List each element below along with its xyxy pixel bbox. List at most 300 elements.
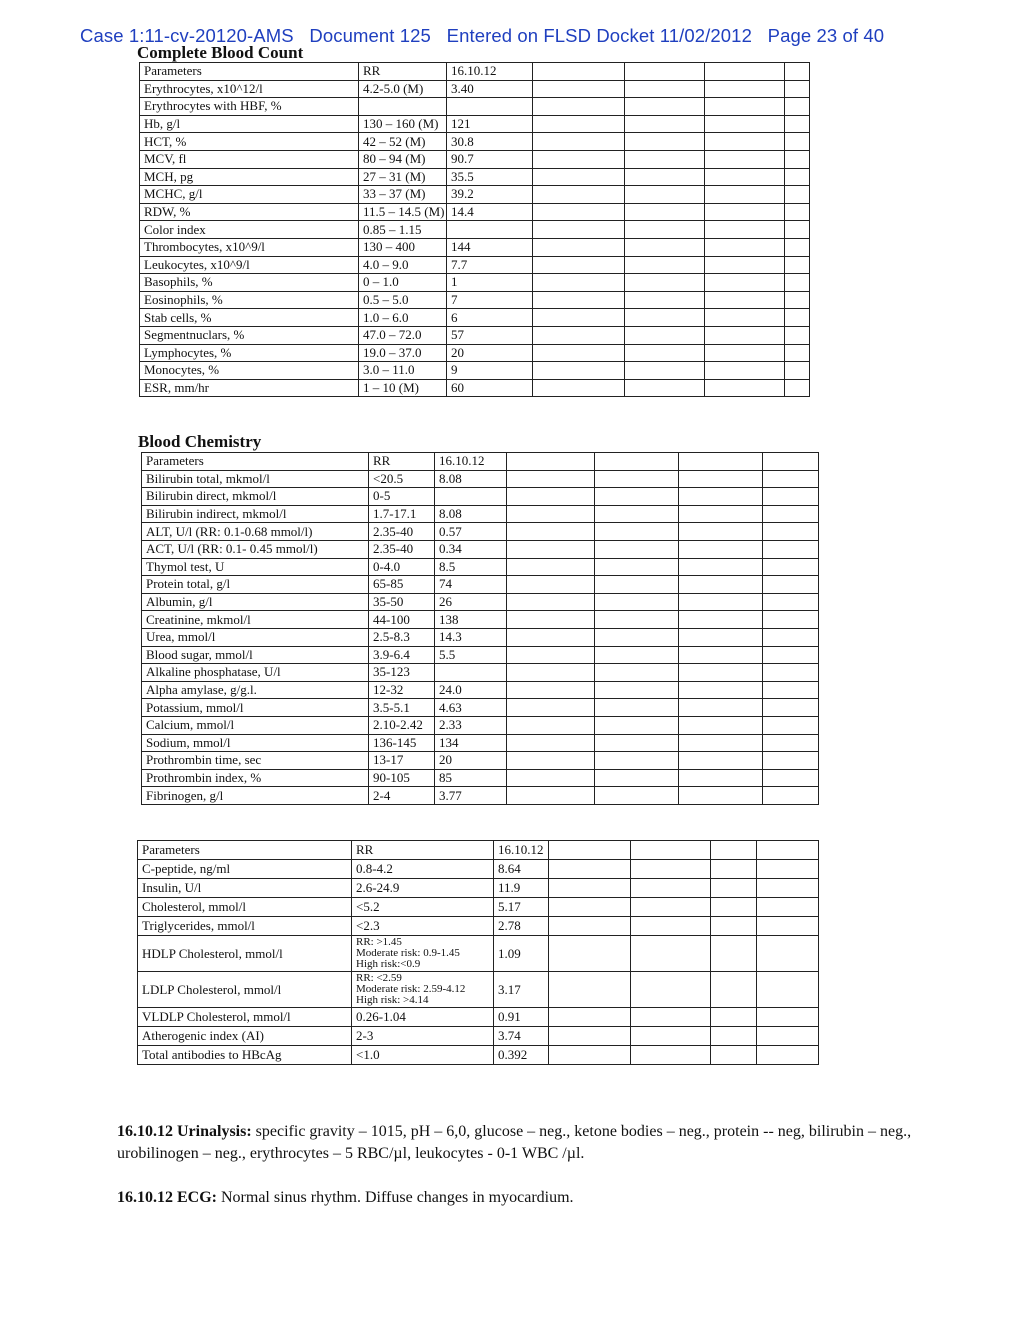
empty-cell bbox=[507, 681, 595, 699]
empty-cell bbox=[763, 505, 819, 523]
empty-cell bbox=[679, 664, 763, 682]
empty-cell bbox=[595, 664, 679, 682]
table-row bbox=[140, 150, 810, 168]
reference-range-cell: 2-4 bbox=[369, 787, 435, 805]
param-cell: Albumin, g/l bbox=[142, 593, 369, 611]
empty-cell bbox=[679, 558, 763, 576]
table-row bbox=[138, 936, 819, 972]
value-cell: 7.7 bbox=[447, 256, 533, 274]
param-cell: Monocytes, % bbox=[140, 362, 359, 380]
value-cell: 1 bbox=[447, 274, 533, 292]
empty-cell bbox=[533, 344, 625, 362]
reference-range-cell: RR: <2.59 Moderate risk: 2.59-4.12 High risk: >4.14 bbox=[352, 972, 494, 1008]
empty-cell bbox=[705, 168, 785, 186]
table-row bbox=[140, 203, 810, 221]
reference-range-cell: 44-100 bbox=[369, 611, 435, 629]
empty-cell bbox=[785, 150, 810, 168]
param-cell: LDLP Cholesterol, mmol/l bbox=[138, 972, 352, 1008]
value-cell: 3.77 bbox=[435, 787, 507, 805]
empty-cell bbox=[595, 505, 679, 523]
empty-cell bbox=[763, 470, 819, 488]
empty-cell bbox=[679, 699, 763, 717]
table-header-row bbox=[142, 453, 819, 471]
reference-range-cell: 2.6-24.9 bbox=[352, 879, 494, 898]
reference-range-cell: 19.0 – 37.0 bbox=[359, 344, 447, 362]
empty-cell bbox=[763, 646, 819, 664]
empty-cell bbox=[507, 769, 595, 787]
header-cell bbox=[625, 63, 705, 81]
empty-cell bbox=[757, 1046, 819, 1065]
empty-cell bbox=[757, 1008, 819, 1027]
param-cell: ALT, U/l (RR: 0.1-0.68 mmol/l) bbox=[142, 523, 369, 541]
urinalysis-paragraph bbox=[117, 1121, 967, 1165]
empty-cell bbox=[711, 972, 757, 1008]
urinalysis-text: specific gravity – 1015, pH – 6,0, glucose – neg., ketone bodies – neg., protein -- neg, bilirubin – neg., urobilinogen – neg., erythrocytes – 5 RBC/µl, leukocytes - 0-1 WBC /µl. bbox=[117, 1123, 912, 1162]
empty-cell bbox=[625, 362, 705, 380]
empty-cell bbox=[533, 133, 625, 151]
empty-cell bbox=[533, 80, 625, 98]
header-cell bbox=[757, 841, 819, 860]
value-cell: 20 bbox=[447, 344, 533, 362]
empty-cell bbox=[595, 787, 679, 805]
empty-cell bbox=[507, 593, 595, 611]
empty-cell bbox=[549, 972, 631, 1008]
empty-cell bbox=[785, 326, 810, 344]
empty-cell bbox=[533, 150, 625, 168]
table-row bbox=[142, 523, 819, 541]
empty-cell bbox=[549, 936, 631, 972]
header-cell bbox=[595, 453, 679, 471]
reference-range-cell: 0.85 – 1.15 bbox=[359, 221, 447, 239]
empty-cell bbox=[595, 628, 679, 646]
reference-range-cell: <20.5 bbox=[369, 470, 435, 488]
param-cell: C-peptide, ng/ml bbox=[138, 860, 352, 879]
empty-cell bbox=[507, 787, 595, 805]
empty-cell bbox=[711, 860, 757, 879]
reference-range-cell: 2.5-8.3 bbox=[369, 628, 435, 646]
reference-range-cell: 2.10-2.42 bbox=[369, 716, 435, 734]
empty-cell bbox=[763, 576, 819, 594]
table-row bbox=[138, 898, 819, 917]
empty-cell bbox=[595, 734, 679, 752]
empty-cell bbox=[785, 115, 810, 133]
value-cell: 11.9 bbox=[494, 879, 549, 898]
param-cell: Eosinophils, % bbox=[140, 291, 359, 309]
empty-cell bbox=[533, 98, 625, 116]
empty-cell bbox=[679, 787, 763, 805]
reference-range-cell: 0-4.0 bbox=[369, 558, 435, 576]
empty-cell bbox=[785, 379, 810, 397]
empty-cell bbox=[679, 523, 763, 541]
reference-range-cell: 130 – 160 (M) bbox=[359, 115, 447, 133]
empty-cell bbox=[763, 769, 819, 787]
empty-cell bbox=[533, 326, 625, 344]
empty-cell bbox=[507, 540, 595, 558]
reference-range-cell: 2.35-40 bbox=[369, 540, 435, 558]
empty-cell bbox=[507, 716, 595, 734]
empty-cell bbox=[705, 274, 785, 292]
param-cell: ACT, U/l (RR: 0.1- 0.45 mmol/l) bbox=[142, 540, 369, 558]
table-row bbox=[140, 379, 810, 397]
value-cell: 24.0 bbox=[435, 681, 507, 699]
reference-range-cell: 2-3 bbox=[352, 1027, 494, 1046]
empty-cell bbox=[763, 611, 819, 629]
table-row bbox=[142, 593, 819, 611]
table-row bbox=[140, 362, 810, 380]
empty-cell bbox=[631, 879, 711, 898]
case-header: Case 1:11-cv-20120-AMS Document 125 Entered on FLSD Docket 11/02/2012 Page 23 of 40 bbox=[80, 25, 885, 46]
empty-cell bbox=[711, 1046, 757, 1065]
empty-cell bbox=[595, 769, 679, 787]
empty-cell bbox=[757, 972, 819, 1008]
param-cell: Insulin, U/l bbox=[138, 879, 352, 898]
param-cell: Calcium, mmol/l bbox=[142, 716, 369, 734]
empty-cell bbox=[763, 540, 819, 558]
empty-cell bbox=[631, 1046, 711, 1065]
empty-cell bbox=[757, 879, 819, 898]
empty-cell bbox=[533, 238, 625, 256]
param-cell: Hb, g/l bbox=[140, 115, 359, 133]
value-cell bbox=[447, 98, 533, 116]
value-cell: 60 bbox=[447, 379, 533, 397]
param-cell: Total antibodies to HBcAg bbox=[138, 1046, 352, 1065]
empty-cell bbox=[631, 1027, 711, 1046]
value-cell: 85 bbox=[435, 769, 507, 787]
empty-cell bbox=[549, 1046, 631, 1065]
value-cell bbox=[435, 488, 507, 506]
empty-cell bbox=[533, 186, 625, 204]
value-cell: 8.64 bbox=[494, 860, 549, 879]
table-row bbox=[142, 646, 819, 664]
empty-cell bbox=[595, 752, 679, 770]
param-cell: MCHC, g/l bbox=[140, 186, 359, 204]
table-row bbox=[142, 769, 819, 787]
empty-cell bbox=[785, 168, 810, 186]
empty-cell bbox=[625, 326, 705, 344]
empty-cell bbox=[785, 256, 810, 274]
table-row bbox=[140, 238, 810, 256]
table-row bbox=[140, 115, 810, 133]
value-cell: 0.392 bbox=[494, 1046, 549, 1065]
value-cell: 7 bbox=[447, 291, 533, 309]
empty-cell bbox=[507, 734, 595, 752]
empty-cell bbox=[507, 488, 595, 506]
reference-range-cell: <2.3 bbox=[352, 917, 494, 936]
empty-cell bbox=[679, 681, 763, 699]
empty-cell bbox=[705, 221, 785, 239]
param-cell: HDLP Cholesterol, mmol/l bbox=[138, 936, 352, 972]
reference-range-cell: 0.5 – 5.0 bbox=[359, 291, 447, 309]
table-row bbox=[142, 576, 819, 594]
empty-cell bbox=[507, 523, 595, 541]
table-row bbox=[142, 540, 819, 558]
param-cell: Color index bbox=[140, 221, 359, 239]
table-row bbox=[142, 716, 819, 734]
param-cell: Segmentnuclars, % bbox=[140, 326, 359, 344]
reference-range-cell: <5.2 bbox=[352, 898, 494, 917]
value-cell: 2.33 bbox=[435, 716, 507, 734]
value-cell: 3.17 bbox=[494, 972, 549, 1008]
param-cell: Alkaline phosphatase, U/l bbox=[142, 664, 369, 682]
empty-cell bbox=[595, 716, 679, 734]
value-cell: 3.74 bbox=[494, 1027, 549, 1046]
param-cell: Basophils, % bbox=[140, 274, 359, 292]
value-cell: 3.40 bbox=[447, 80, 533, 98]
empty-cell bbox=[757, 936, 819, 972]
header-cell bbox=[631, 841, 711, 860]
empty-cell bbox=[679, 752, 763, 770]
value-cell: 14.4 bbox=[447, 203, 533, 221]
table-row bbox=[142, 611, 819, 629]
reference-range-cell: 4.2-5.0 (M) bbox=[359, 80, 447, 98]
ecg-label: 16.10.12 ECG: bbox=[117, 1189, 217, 1206]
empty-cell bbox=[711, 879, 757, 898]
value-cell: 144 bbox=[447, 238, 533, 256]
cbc-table bbox=[139, 62, 810, 397]
empty-cell bbox=[785, 291, 810, 309]
empty-cell bbox=[785, 221, 810, 239]
header-cell bbox=[507, 453, 595, 471]
header-cell: RR bbox=[352, 841, 494, 860]
reference-range-cell: 0 – 1.0 bbox=[359, 274, 447, 292]
table-row bbox=[142, 787, 819, 805]
value-cell: 90.7 bbox=[447, 150, 533, 168]
empty-cell bbox=[631, 898, 711, 917]
empty-cell bbox=[679, 488, 763, 506]
table-row bbox=[138, 1046, 819, 1065]
empty-cell bbox=[757, 860, 819, 879]
value-cell: 20 bbox=[435, 752, 507, 770]
empty-cell bbox=[705, 80, 785, 98]
table-row bbox=[142, 505, 819, 523]
empty-cell bbox=[507, 505, 595, 523]
table-header-row bbox=[138, 841, 819, 860]
param-cell: Urea, mmol/l bbox=[142, 628, 369, 646]
empty-cell bbox=[625, 98, 705, 116]
reference-range-cell: 0.8-4.2 bbox=[352, 860, 494, 879]
chem-title: Blood Chemistry bbox=[138, 432, 262, 451]
reference-range-cell: 65-85 bbox=[369, 576, 435, 594]
empty-cell bbox=[595, 488, 679, 506]
table-row bbox=[142, 699, 819, 717]
table-row bbox=[142, 488, 819, 506]
table-row bbox=[142, 628, 819, 646]
empty-cell bbox=[763, 699, 819, 717]
cbc-title: Complete Blood Count bbox=[137, 43, 304, 62]
empty-cell bbox=[507, 752, 595, 770]
empty-cell bbox=[595, 646, 679, 664]
table-row bbox=[140, 133, 810, 151]
empty-cell bbox=[711, 1027, 757, 1046]
reference-range-cell: 27 – 31 (M) bbox=[359, 168, 447, 186]
empty-cell bbox=[625, 291, 705, 309]
empty-cell bbox=[533, 256, 625, 274]
header-cell: Parameters bbox=[140, 63, 359, 81]
value-cell: 6 bbox=[447, 309, 533, 327]
empty-cell bbox=[533, 203, 625, 221]
table-row bbox=[138, 860, 819, 879]
empty-cell bbox=[785, 344, 810, 362]
empty-cell bbox=[507, 646, 595, 664]
param-cell: Erythrocytes, x10^12/l bbox=[140, 80, 359, 98]
empty-cell bbox=[785, 274, 810, 292]
table-row bbox=[140, 326, 810, 344]
empty-cell bbox=[679, 540, 763, 558]
empty-cell bbox=[625, 115, 705, 133]
value-cell: 5.17 bbox=[494, 898, 549, 917]
empty-cell bbox=[549, 917, 631, 936]
empty-cell bbox=[533, 379, 625, 397]
empty-cell bbox=[625, 80, 705, 98]
empty-cell bbox=[679, 769, 763, 787]
empty-cell bbox=[763, 628, 819, 646]
empty-cell bbox=[763, 787, 819, 805]
table-row bbox=[140, 291, 810, 309]
empty-cell bbox=[625, 238, 705, 256]
empty-cell bbox=[625, 274, 705, 292]
empty-cell bbox=[625, 309, 705, 327]
table-row bbox=[142, 681, 819, 699]
empty-cell bbox=[705, 186, 785, 204]
empty-cell bbox=[679, 628, 763, 646]
empty-cell bbox=[785, 362, 810, 380]
value-cell: 5.5 bbox=[435, 646, 507, 664]
empty-cell bbox=[763, 752, 819, 770]
empty-cell bbox=[763, 488, 819, 506]
reference-range-cell: 80 – 94 (M) bbox=[359, 150, 447, 168]
value-cell: 8.08 bbox=[435, 470, 507, 488]
param-cell: Protein total, g/l bbox=[142, 576, 369, 594]
empty-cell bbox=[595, 523, 679, 541]
table-row bbox=[140, 309, 810, 327]
empty-cell bbox=[625, 133, 705, 151]
empty-cell bbox=[785, 80, 810, 98]
reference-range-cell: 3.9-6.4 bbox=[369, 646, 435, 664]
empty-cell bbox=[679, 716, 763, 734]
empty-cell bbox=[763, 558, 819, 576]
header-cell: 16.10.12 bbox=[494, 841, 549, 860]
table-row bbox=[140, 80, 810, 98]
empty-cell bbox=[705, 115, 785, 133]
empty-cell bbox=[711, 917, 757, 936]
empty-cell bbox=[507, 664, 595, 682]
param-cell: ESR, mm/hr bbox=[140, 379, 359, 397]
reference-range-cell: 0-5 bbox=[369, 488, 435, 506]
value-cell: 39.2 bbox=[447, 186, 533, 204]
empty-cell bbox=[625, 168, 705, 186]
empty-cell bbox=[533, 115, 625, 133]
reference-range-cell: 4.0 – 9.0 bbox=[359, 256, 447, 274]
empty-cell bbox=[595, 593, 679, 611]
table-row bbox=[140, 256, 810, 274]
table-header-row bbox=[140, 63, 810, 81]
header-cell bbox=[549, 841, 631, 860]
empty-cell bbox=[763, 523, 819, 541]
table-row bbox=[142, 752, 819, 770]
empty-cell bbox=[595, 611, 679, 629]
reference-range-cell: 11.5 – 14.5 (M) bbox=[359, 203, 447, 221]
empty-cell bbox=[595, 540, 679, 558]
reference-range-cell bbox=[359, 98, 447, 116]
table-row bbox=[142, 664, 819, 682]
value-cell: 4.63 bbox=[435, 699, 507, 717]
value-cell: 0.34 bbox=[435, 540, 507, 558]
value-cell: 9 bbox=[447, 362, 533, 380]
value-cell: 121 bbox=[447, 115, 533, 133]
table-row bbox=[142, 470, 819, 488]
empty-cell bbox=[705, 344, 785, 362]
empty-cell bbox=[679, 505, 763, 523]
empty-cell bbox=[705, 379, 785, 397]
empty-cell bbox=[757, 1027, 819, 1046]
header-cell bbox=[763, 453, 819, 471]
empty-cell bbox=[595, 681, 679, 699]
empty-cell bbox=[763, 734, 819, 752]
empty-cell bbox=[625, 150, 705, 168]
empty-cell bbox=[549, 879, 631, 898]
table-row bbox=[140, 344, 810, 362]
empty-cell bbox=[533, 168, 625, 186]
empty-cell bbox=[533, 274, 625, 292]
empty-cell bbox=[507, 558, 595, 576]
empty-cell bbox=[595, 699, 679, 717]
empty-cell bbox=[705, 326, 785, 344]
empty-cell bbox=[705, 291, 785, 309]
table-row bbox=[138, 1027, 819, 1046]
header-cell: RR bbox=[359, 63, 447, 81]
empty-cell bbox=[549, 1008, 631, 1027]
reference-range-cell: 13-17 bbox=[369, 752, 435, 770]
empty-cell bbox=[625, 186, 705, 204]
urinalysis-label: 16.10.12 Urinalysis: bbox=[117, 1123, 252, 1140]
value-cell: 134 bbox=[435, 734, 507, 752]
empty-cell bbox=[631, 972, 711, 1008]
empty-cell bbox=[595, 470, 679, 488]
empty-cell bbox=[625, 256, 705, 274]
value-cell: 74 bbox=[435, 576, 507, 594]
header-cell bbox=[705, 63, 785, 81]
empty-cell bbox=[763, 681, 819, 699]
empty-cell bbox=[533, 362, 625, 380]
table-row bbox=[138, 879, 819, 898]
param-cell: Sodium, mmol/l bbox=[142, 734, 369, 752]
empty-cell bbox=[757, 898, 819, 917]
header-cell bbox=[679, 453, 763, 471]
param-cell: Atherogenic index (AI) bbox=[138, 1027, 352, 1046]
param-cell: Triglycerides, mmol/l bbox=[138, 917, 352, 936]
reference-range-cell: 12-32 bbox=[369, 681, 435, 699]
empty-cell bbox=[507, 470, 595, 488]
reference-range-cell: 0.26-1.04 bbox=[352, 1008, 494, 1027]
param-cell: Prothrombin index, % bbox=[142, 769, 369, 787]
empty-cell bbox=[625, 221, 705, 239]
empty-cell bbox=[507, 611, 595, 629]
header-cell bbox=[533, 63, 625, 81]
empty-cell bbox=[507, 699, 595, 717]
empty-cell bbox=[507, 628, 595, 646]
header-cell bbox=[711, 841, 757, 860]
param-cell: Leukocytes, x10^9/l bbox=[140, 256, 359, 274]
value-cell: 0.91 bbox=[494, 1008, 549, 1027]
value-cell: 8.08 bbox=[435, 505, 507, 523]
param-cell: Alpha amylase, g/g.l. bbox=[142, 681, 369, 699]
table-row bbox=[140, 98, 810, 116]
table-row bbox=[140, 168, 810, 186]
reference-range-cell: RR: >1.45 Moderate risk: 0.9-1.45 High risk:<0.9 bbox=[352, 936, 494, 972]
empty-cell bbox=[705, 98, 785, 116]
table-row bbox=[140, 186, 810, 204]
header-cell: 16.10.12 bbox=[447, 63, 533, 81]
